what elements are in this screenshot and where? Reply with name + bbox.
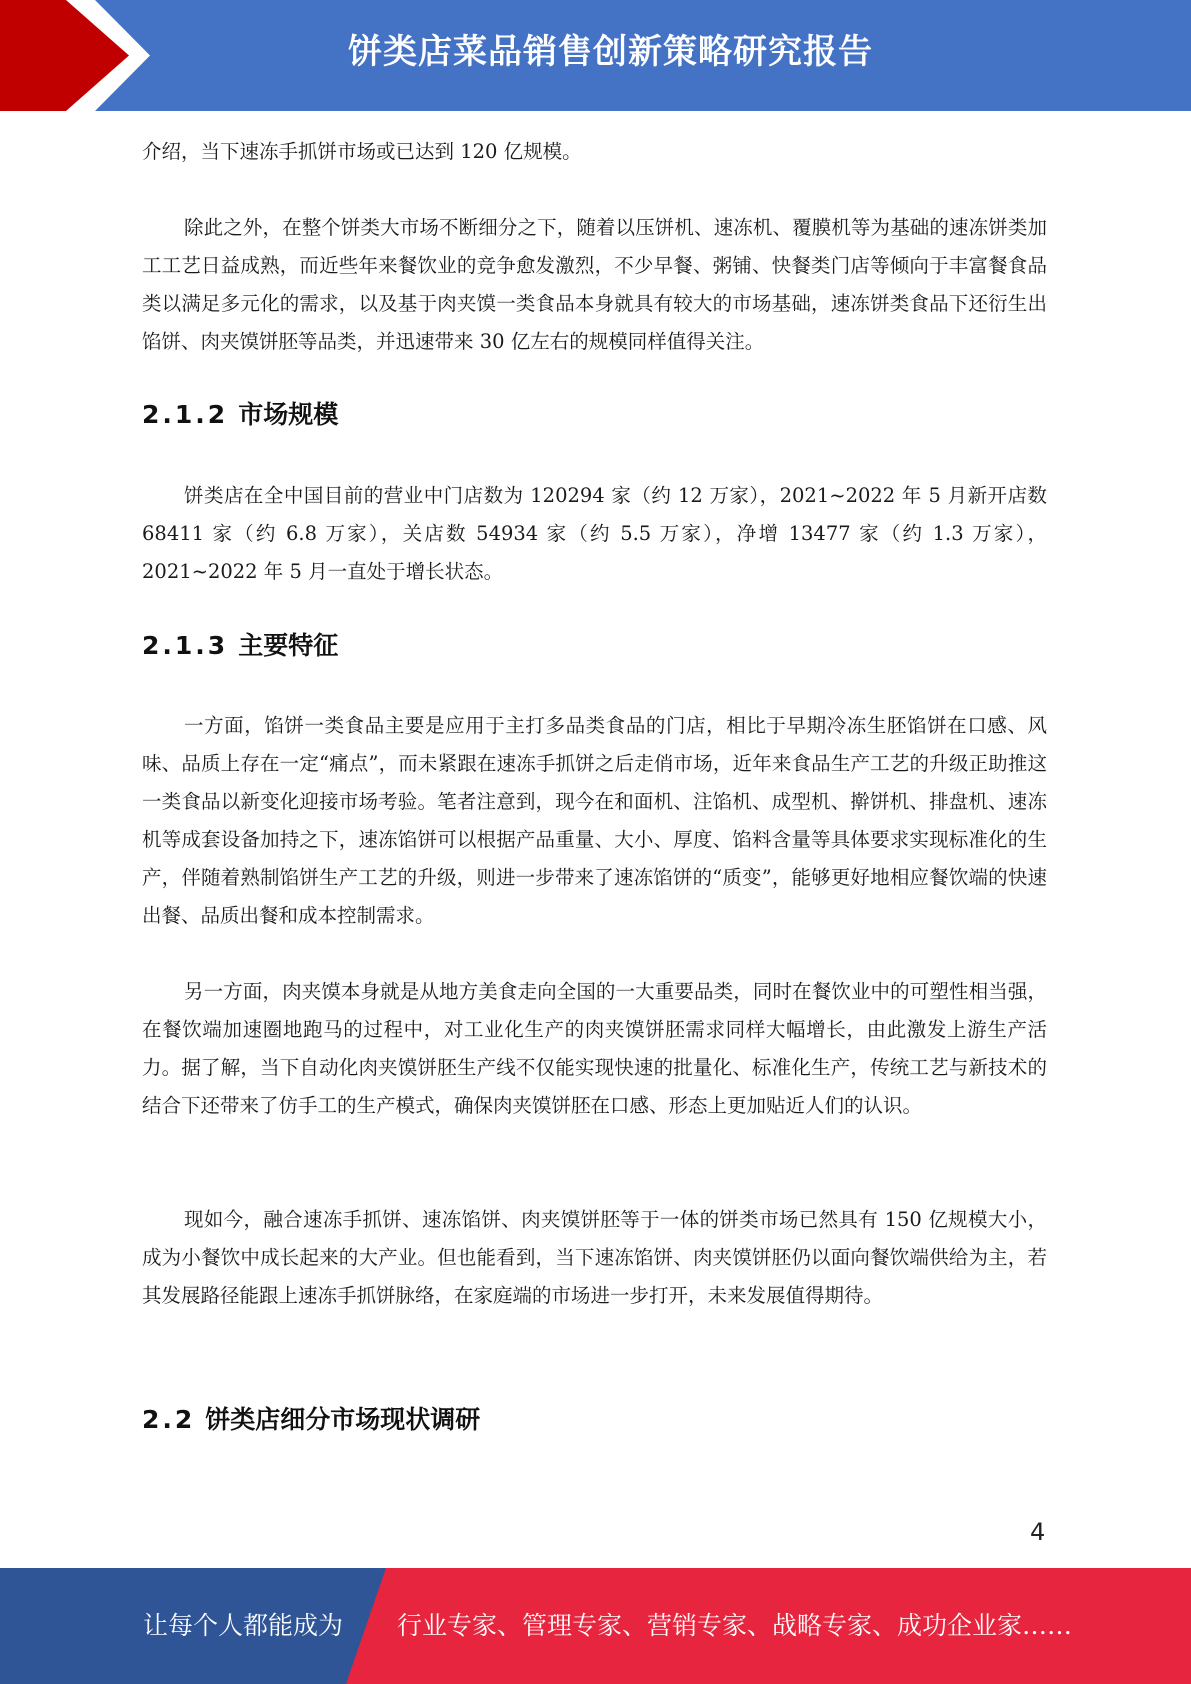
footer-band: [0, 1568, 1191, 1684]
report-title: 饼类店菜品销售创新策略研究报告: [348, 32, 873, 72]
footer-slogan-right: 行业专家、管理专家、营销专家、战略专家、成功企业家……: [397, 1611, 1073, 1640]
paragraph-market-size: 饼类店在全中国目前的营业中门店数为 120294 家（约 12 万家），2021~2022 年 5 月新开店数 68411 家（约 6.8 万家），关店数 54934 家（约 5.5 万家），净增 13477 家（约 1.3 万家），2021~2022 年 5 月一直处于增长状态。: [142, 484, 1047, 583]
header-band: [0, 0, 1191, 111]
paragraph-intro: 介绍，当下速冻手抓饼市场或已达到 120 亿规模。: [142, 140, 582, 163]
section-number: 2.1.2: [142, 400, 229, 429]
section-title: 饼类店细分市场现状调研: [205, 1405, 481, 1434]
paragraph-derivative-categories: 除此之外，在整个饼类大市场不断细分之下，随着以压饼机、速冻机、覆膜机等为基础的速冻饼类加工工艺日益成熟，而近些年来餐饮业的竞争愈发激烈，不少早餐、粥铺、快餐类门店等倾向于丰富餐食品类以满足多元化的需求，以及基于肉夹馍一类食品本身就具有较大的市场基础，速冻饼类食品下还衍生出馅饼、肉夹馍饼胚等品类，并迅速带来 30 亿左右的规模同样值得关注。: [142, 216, 1047, 353]
section-heading-2-1-3: [142, 630, 338, 662]
footer-slogan-left: 让每个人都能成为: [143, 1611, 344, 1640]
section-number: 2.2: [142, 1405, 196, 1434]
section-heading-2-2: [142, 1404, 480, 1436]
section-title: 市场规模: [238, 400, 339, 429]
paragraph-roujiamo-features: 另一方面，肉夹馍本身就是从地方美食走向全国的一大重要品类，同时在餐饮业中的可塑性相当强，在餐饮端加速圈地跑马的过程中，对工业化生产的肉夹馍饼胚需求同样大幅增长，由此激发上游生产活力。据了解，当下自动化肉夹馍饼胚生产线不仅能实现快速的批量化、标准化生产，传统工艺与新技术的结合下还带来了仿手工的生产模式，确保肉夹馍饼胚在口感、形态上更加贴近人们的认识。: [142, 980, 1047, 1117]
section-number: 2.1.3: [142, 631, 229, 660]
section-heading-2-1-2: [142, 399, 338, 431]
page-number: 4: [1030, 1518, 1046, 1546]
header-arrow-decoration: [0, 0, 150, 111]
section-title: 主要特征: [238, 631, 339, 660]
paragraph-pie-features: 一方面，馅饼一类食品主要是应用于主打多品类食品的门店，相比于早期冷冻生胚馅饼在口感、风味、品质上存在一定“痛点”，而未紧跟在速冻手抓饼之后走俏市场，近年来食品生产工艺的升级正助推这一类食品以新变化迎接市场考验。笔者注意到，现今在和面机、注馅机、成型机、擀饼机、排盘机、速冻机等成套设备加持之下，速冻馅饼可以根据产品重量、大小、厚度、馅料含量等具体要求实现标准化的生产，伴随着熟制馅饼生产工艺的升级，则进一步带来了速冻馅饼的“质变”，能够更好地相应餐饮端的快速出餐、品质出餐和成本控制需求。: [142, 714, 1047, 927]
paragraph-market-outlook: 现如今，融合速冻手抓饼、速冻馅饼、肉夹馍饼胚等于一体的饼类市场已然具有 150 亿规模大小，成为小餐饮中成长起来的大产业。但也能看到，当下速冻馅饼、肉夹馍饼胚仍以面向餐饮端供给为主，若其发展路径能跟上速冻手抓饼脉络，在家庭端的市场进一步打开，未来发展值得期待。: [142, 1208, 1047, 1307]
